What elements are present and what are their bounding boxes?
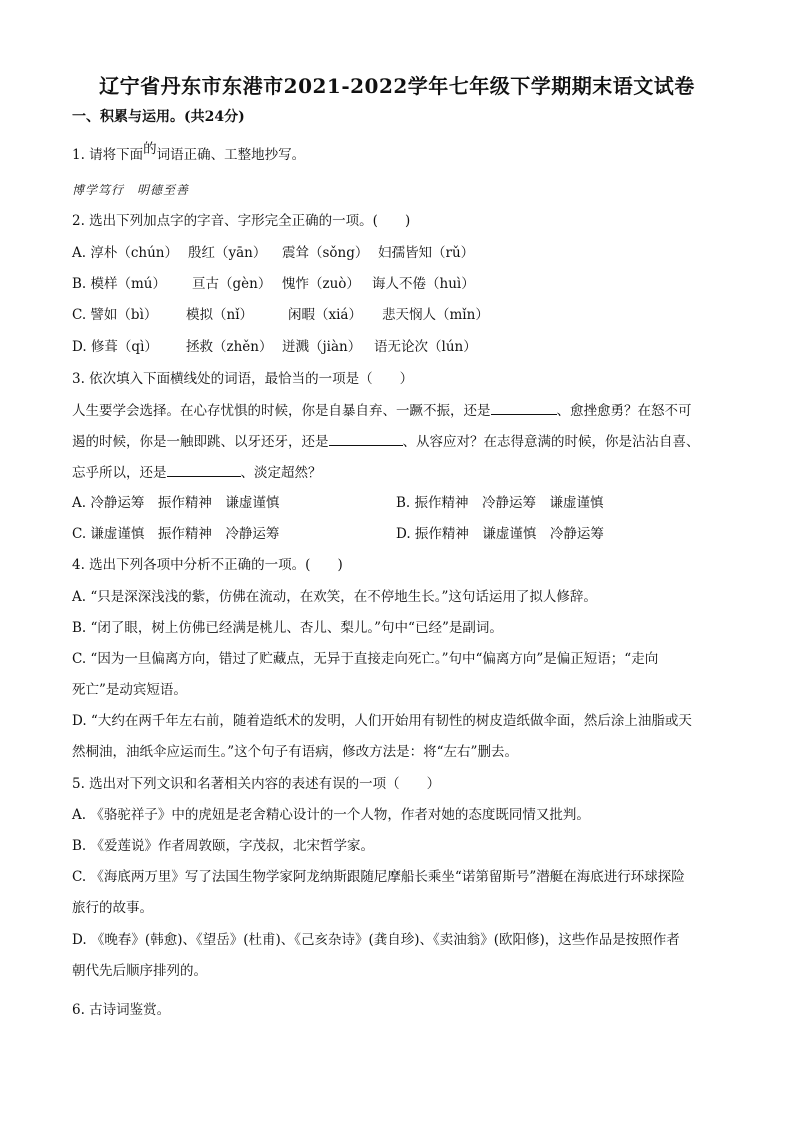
- q5-option-c: C. 《海底两万里》写了法国生物学家阿龙纳斯跟随尼摩船长乘坐“诺第留斯号”潜艇在海底进行环球探险: [72, 869, 685, 885]
- answer-blank[interactable]: [491, 401, 557, 415]
- q5-option-d-cont: 朝代先后顺序排列的。: [72, 963, 207, 979]
- q4-option-d-cont: 然桐油，油纸伞应运而生。”这个句子有语病，修改方法是：将“左右”删去。: [72, 744, 518, 760]
- q2-option-d: [72, 338, 477, 356]
- option-term: C. 譬如（bì）: [72, 307, 158, 323]
- passage-text: 、愈挫愈勇？在怒不可: [556, 403, 692, 419]
- option-term: 震耸（sǒng）: [282, 245, 369, 261]
- question-2-stem: 2. 选出下列加点字的字音、字形完全正确的一项。( ): [72, 213, 411, 229]
- passage-text: 人生要学会选择。在心存忧惧的时候，你是自暴自弃、一蹶不振，还是: [72, 403, 491, 419]
- q4-option-d: D. “大约在两千年左右前，随着造纸术的发明，人们开始用有韧性的树皮造纸做伞面，然后涂上油脂或天: [72, 713, 692, 729]
- q1-stem-part: 1. 请将下面: [72, 147, 144, 163]
- q4-option-b: B. “闭了眼，树上仿佛已经满是桃儿、杏儿、梨儿。”句中“已经”是副词。: [72, 620, 503, 636]
- question-5-stem: 5. 选出对下列文识和名著相关内容的表述有误的一项（ ）: [72, 776, 441, 792]
- passage-text: 遏的时候，你是一触即跳、以牙还牙，还是: [72, 434, 329, 450]
- passage-text: 、从容应对？在志得意满的时候，你是沾沾自喜、: [402, 434, 700, 450]
- answer-blank[interactable]: [329, 432, 403, 446]
- q5-option-d: D. 《晚春》(韩愈)、《望岳》(杜甫)、《己亥杂诗》(龚自珍)、《卖油翁》(欧阳修)，这些作品是按照作者: [72, 932, 680, 948]
- passage-text: 忘乎所以，还是: [72, 465, 167, 481]
- option-term: 拯救（zhěn）: [186, 339, 273, 355]
- question-6-stem: 6. 古诗词鉴赏。: [72, 1002, 171, 1018]
- q3-passage-line: [72, 432, 700, 451]
- option-term: 迸溅（jiàn）: [282, 339, 362, 355]
- option-term: 闲暇（xiá）: [288, 307, 362, 323]
- option-term: D. 修葺（qì）: [72, 339, 158, 355]
- option-term: 语无论次（lún）: [374, 339, 477, 355]
- q2-option-b: [72, 275, 475, 293]
- q3-option-c: C. 谦虚谨慎 振作精神 冷静运筹: [72, 526, 280, 542]
- option-term: 妇孺皆知（rǔ）: [378, 245, 475, 261]
- option-term: 亘古（gèn）: [192, 276, 272, 292]
- calligraphy-phrase: 博学笃行 明德至善: [72, 183, 190, 197]
- q2-option-a: [72, 244, 474, 262]
- q3-option-d: D. 振作精神 谦虚谨慎 冷静运筹: [396, 526, 604, 542]
- q3-passage-line: [72, 463, 322, 482]
- section-heading: 一、积累与运用。(共24分): [72, 109, 245, 125]
- passage-text: 、淡定超然？: [240, 465, 322, 481]
- q5-option-c-cont: 旅行的故事。: [72, 900, 153, 916]
- q3-passage-line: [72, 401, 692, 420]
- option-term: B. 模样（mú）: [72, 276, 166, 292]
- q4-option-c-cont: 死亡”是动宾短语。: [72, 682, 187, 698]
- q4-option-a: A. “只是深深浅浅的紫，仿佛在流动，在欢笑，在不停地生长。”这句话运用了拟人修辞。: [72, 589, 597, 605]
- question-3-stem: 3. 依次填入下面横线处的词语，最恰当的一项是（ ）: [72, 371, 414, 387]
- q3-option-a: A. 冷静运筹 振作精神 谦虚谨慎: [72, 495, 280, 511]
- option-term: 诲人不倦（huì）: [372, 276, 475, 292]
- option-term: 模拟（nǐ）: [186, 307, 254, 323]
- option-term: A. 淳朴（chún）: [72, 245, 178, 261]
- option-term: 殷红（yān）: [188, 245, 267, 261]
- option-term: 悲天悯人（mǐn）: [382, 307, 489, 323]
- exam-title: 辽宁省丹东市东港市2021-2022学年七年级下学期期末语文试卷: [99, 74, 695, 98]
- q4-option-c: C. “因为一旦偏离方向，错过了贮藏点，无异于直接走向死亡。”句中“偏离方向”是偏正短语；“走向: [72, 651, 659, 667]
- question-4-stem: 4. 选出下列各项中分析不正确的一项。( ): [72, 557, 343, 573]
- q1-stem-part: 的: [143, 141, 157, 157]
- q5-option-b: B. 《爱莲说》作者周敦颐，字茂叔，北宋哲学家。: [72, 838, 375, 854]
- q2-option-c: [72, 306, 489, 324]
- option-term: 愧怍（zuò）: [282, 276, 360, 292]
- q5-option-a: A. 《骆驼祥子》中的虎妞是老舍精心设计的一个人物，作者对她的态度既同情又批判。: [72, 807, 590, 823]
- q1-stem-part: 词语正确、工整地抄写。: [156, 147, 306, 163]
- question-1-stem: [72, 141, 306, 164]
- q3-option-b: B. 振作精神 冷静运筹 谦虚谨慎: [396, 495, 604, 511]
- answer-blank[interactable]: [167, 463, 241, 477]
